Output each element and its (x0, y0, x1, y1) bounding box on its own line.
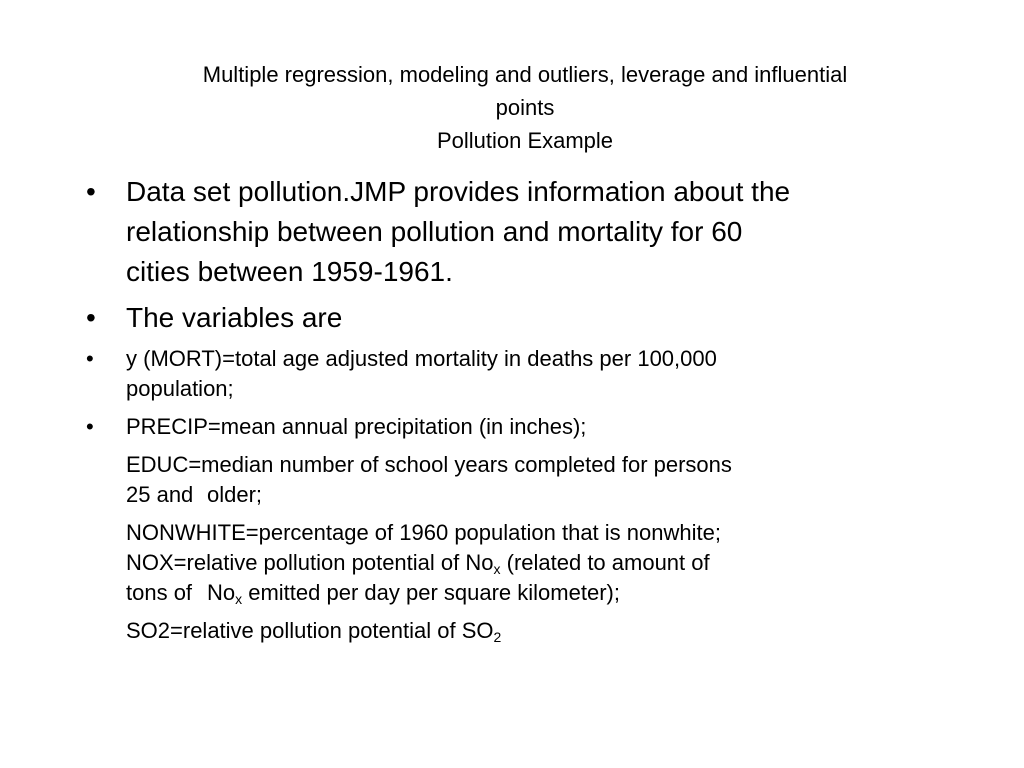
text-line (126, 578, 962, 608)
bullet-text-line: population; (126, 376, 234, 401)
text-line (126, 616, 962, 646)
subscript: 2 (493, 629, 502, 645)
subscript: x (493, 561, 501, 577)
bullet-text-line: cities between 1959-1961. (126, 256, 453, 287)
bullet-text-line: relationship between pollution and mortality for 60 (126, 216, 743, 247)
text-line: EDUC=median number of school years completed for persons (126, 452, 732, 477)
subscript: x (235, 591, 243, 607)
text-segment: NOX=relative pollution potential of No (126, 550, 494, 575)
text-segment: emitted per day per square kilometer); (242, 580, 620, 605)
slide-body (82, 172, 962, 654)
bullet-item-dataset (82, 172, 962, 292)
text-line (126, 480, 962, 510)
text-segment: (related to amount of (500, 550, 710, 575)
bullet-item-mort (82, 344, 962, 404)
bullet-item-precip (82, 412, 962, 442)
text-segment: tons of (126, 580, 193, 605)
bullet-text-line: Data set pollution.JMP provides information about the (126, 176, 791, 207)
text-segment: No (207, 580, 236, 605)
text-item-so2 (82, 616, 962, 646)
text-segment: 25 and (126, 482, 194, 507)
bullet-icon: • (86, 302, 96, 333)
bullet-item-variables-heading (82, 298, 962, 338)
bullet-text-line: The variables are (126, 302, 343, 333)
bullet-text-line: PRECIP=mean annual precipitation (in inches); (126, 414, 587, 439)
title-line-1: Multiple regression, modeling and outliers, leverage and influential (202, 62, 848, 87)
bullet-icon: • (86, 346, 94, 371)
bullet-icon: • (86, 414, 94, 439)
text-line: NONWHITE=percentage of 1960 population that is nonwhite; (126, 520, 721, 545)
text-item-educ (82, 450, 962, 510)
bullet-icon: • (86, 176, 96, 207)
title-line-3: Pollution Example (436, 128, 614, 153)
text-item-nonwhite-nox (82, 518, 962, 608)
bullet-text-line: y (MORT)=total age adjusted mortality in deaths per 100,000 (126, 346, 717, 371)
title-line-2: points (495, 95, 555, 120)
text-segment: older; (207, 482, 263, 507)
slide-title (90, 58, 960, 157)
text-line (126, 548, 962, 578)
text-segment: SO2=relative pollution potential of SO (126, 618, 494, 643)
